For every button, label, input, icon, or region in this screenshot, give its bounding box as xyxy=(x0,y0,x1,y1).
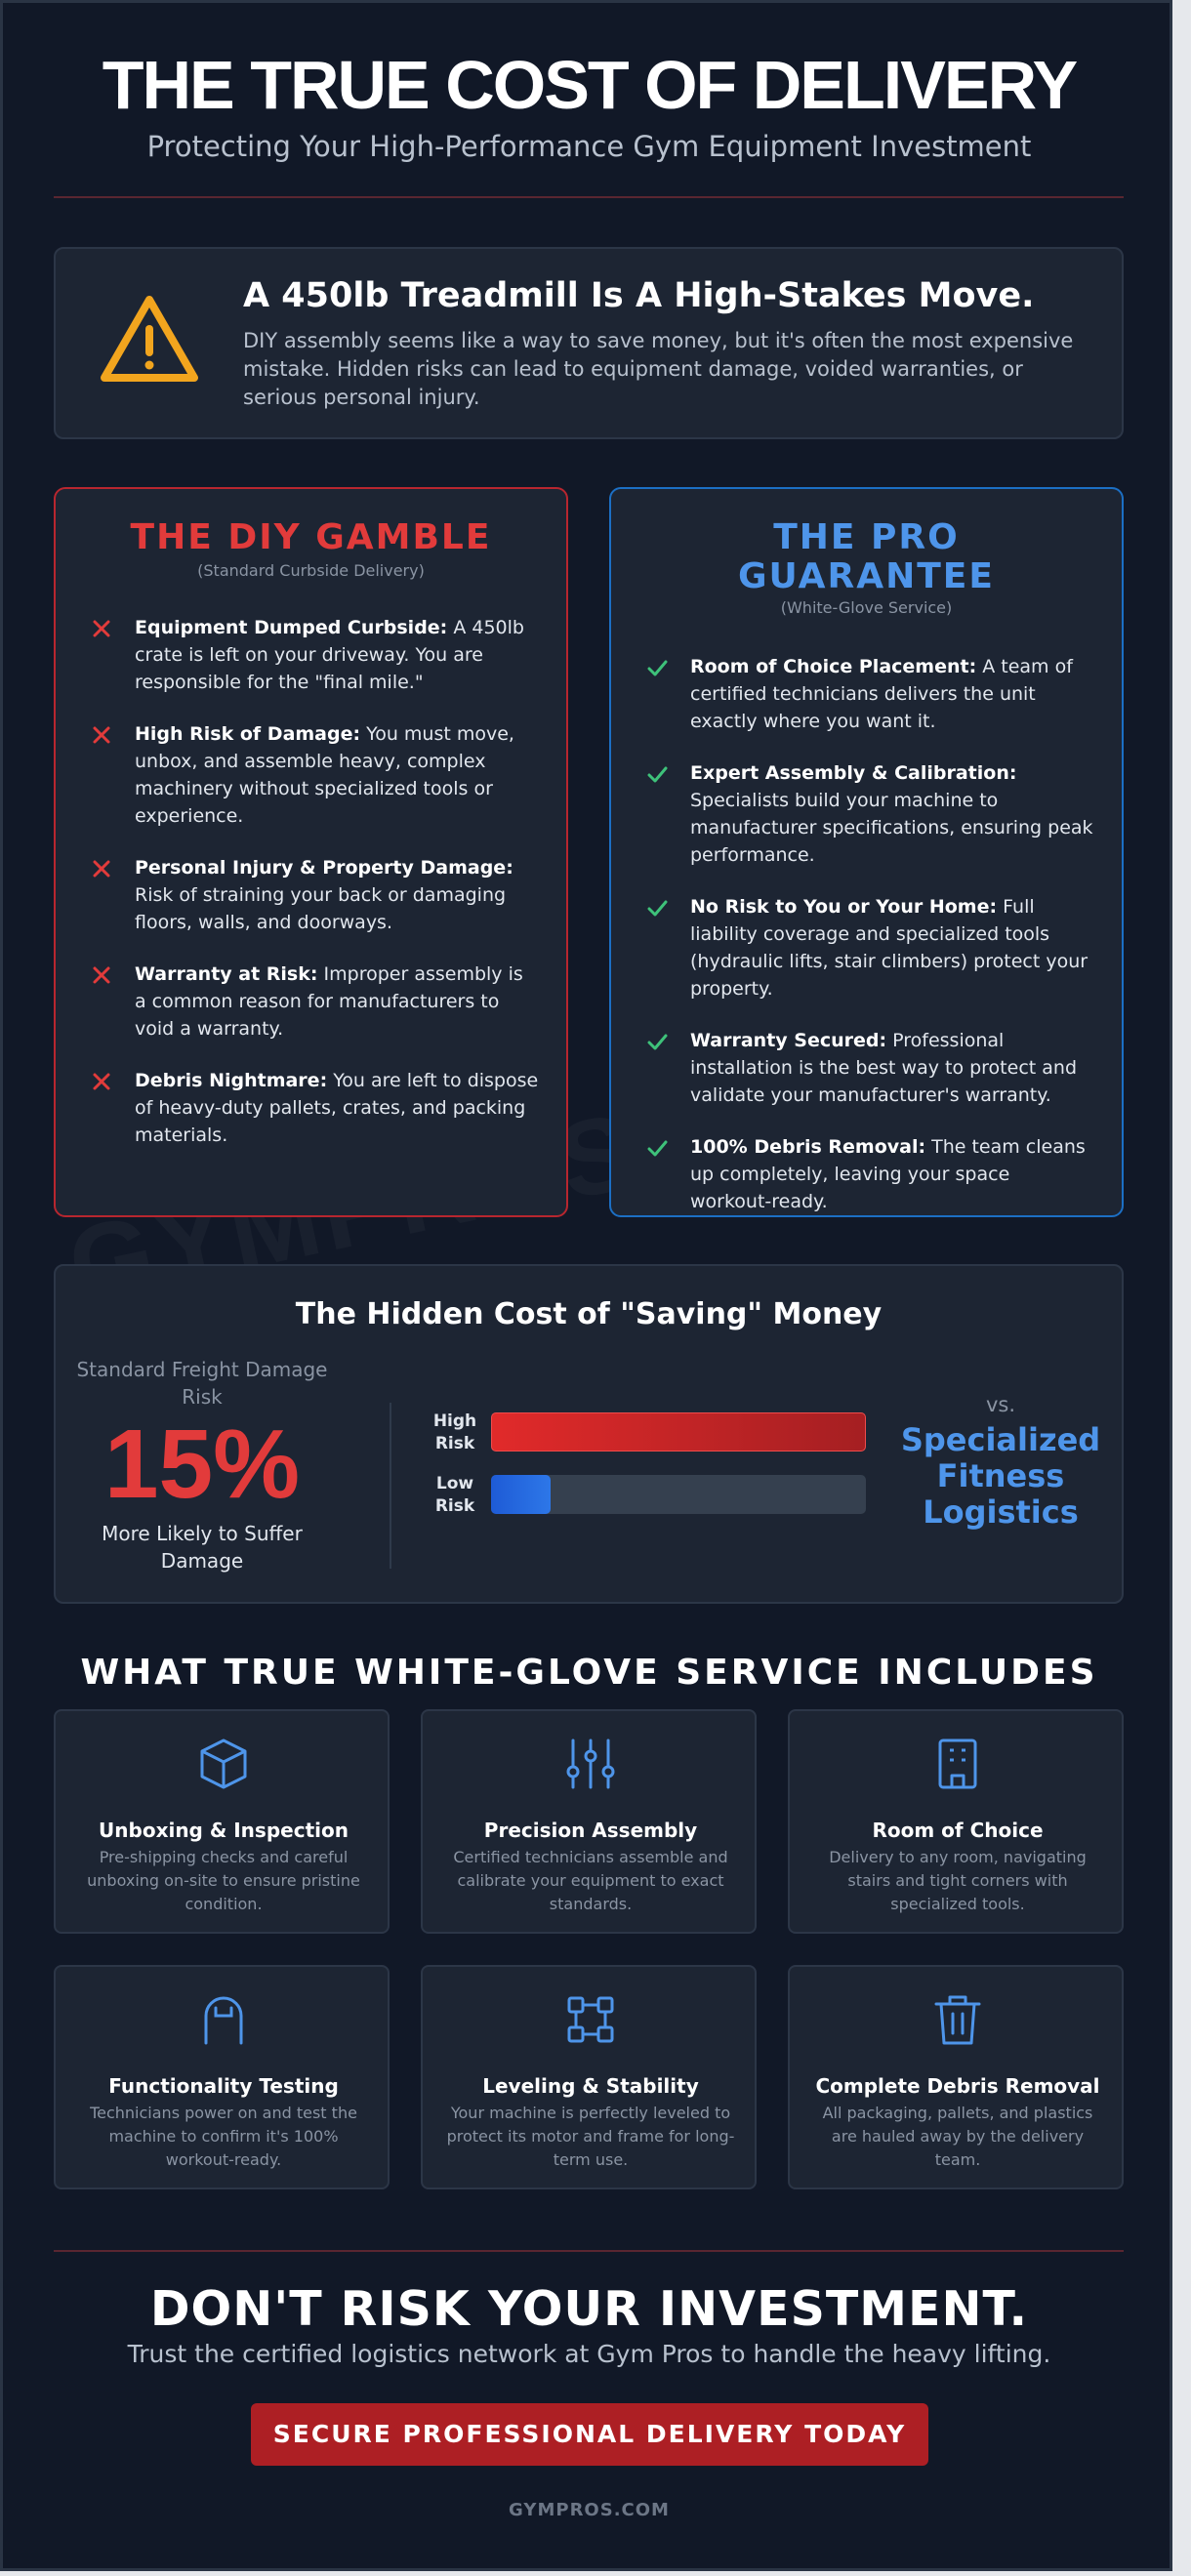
item-text: Improper assembly is a common reason for manufacturers to void a warranty. xyxy=(135,963,523,1040)
pro-benefit-item xyxy=(646,653,1095,735)
service-text: Certified technicians assemble and calibrate your equipment to exact standards. xyxy=(453,1848,728,1913)
specialized-logistics-label: Specialized Fitness Logistics xyxy=(900,1421,1101,1531)
diy-risk-item xyxy=(91,961,540,1043)
hidden-cost-title: The Hidden Cost of "Saving" Money xyxy=(295,1297,883,1331)
diy-risk-item xyxy=(91,720,540,830)
low-risk-bar-fill xyxy=(491,1475,551,1514)
footer-site-link[interactable]: GYMPROS.COM xyxy=(509,2500,670,2520)
diy-card-title: THE DIY GAMBLE xyxy=(130,517,492,557)
item-heading: Room of Choice Placement: xyxy=(690,656,977,677)
service-card-debris-removal xyxy=(788,1965,1124,2189)
building-icon xyxy=(932,1737,983,1791)
service-title: Unboxing & Inspection xyxy=(99,1819,349,1842)
cta-title: DON'T RISK YOUR INVESTMENT. xyxy=(149,2281,1029,2337)
pro-benefit-item xyxy=(646,1027,1095,1109)
low-risk-bar xyxy=(491,1475,866,1514)
item-text: Professional installation is the best way to protect and validate your manufacturer's warranty. xyxy=(690,1030,1078,1106)
pro-benefit-item xyxy=(646,893,1095,1002)
diy-gamble-card xyxy=(54,487,568,1217)
damage-risk-description: More Likely to Suffer Damage xyxy=(102,1522,303,1573)
service-text: Delivery to any room, navigating stairs and tight corners with specialized tools. xyxy=(829,1848,1087,1913)
pro-benefit-list xyxy=(646,653,1095,1240)
alert-title: A 450lb Treadmill Is A High-Stakes Move. xyxy=(243,276,1035,315)
item-text: A team of certified technicians delivers the unit exactly where you want it. xyxy=(690,656,1073,732)
item-heading: Personal Injury & Property Damage: xyxy=(135,857,513,879)
service-title: Precision Assembly xyxy=(483,1819,698,1842)
level-grid-icon xyxy=(565,1992,616,2047)
service-title: Complete Debris Removal xyxy=(815,2074,1100,2098)
service-card-unboxing xyxy=(54,1709,390,1934)
header-divider xyxy=(54,196,1124,198)
trash-icon xyxy=(932,1992,983,2047)
service-card-leveling xyxy=(421,1965,757,2189)
checkmark-icon xyxy=(646,1031,668,1052)
item-heading: Warranty Secured: xyxy=(690,1030,887,1051)
item-heading: 100% Debris Removal: xyxy=(690,1136,926,1158)
item-heading: High Risk of Damage: xyxy=(135,723,361,745)
pro-card-subtitle: (White-Glove Service) xyxy=(780,598,953,617)
diy-risk-list xyxy=(91,614,540,1173)
diy-risk-item xyxy=(91,614,540,696)
diy-risk-item xyxy=(91,1067,540,1149)
service-text: Your machine is perfectly leveled to protect its motor and frame for long-term use. xyxy=(446,2104,735,2169)
item-text: Risk of straining your back or damaging floors, walls, and doorways. xyxy=(135,884,507,933)
cta-divider xyxy=(54,2250,1124,2252)
item-heading: No Risk to You or Your Home: xyxy=(690,896,998,918)
damage-risk-label: Standard Freight Damage Risk xyxy=(76,1358,328,1409)
checkmark-icon xyxy=(646,657,668,678)
x-mark-icon xyxy=(91,964,112,986)
x-mark-icon xyxy=(91,618,112,639)
item-text: A 450lb crate is left on your driveway. You are responsible for the "final mile." xyxy=(135,617,524,693)
high-risk-bar xyxy=(491,1412,866,1452)
services-title: WHAT TRUE WHITE-GLOVE SERVICE INCLUDES xyxy=(80,1653,1098,1693)
alert-box xyxy=(54,247,1124,439)
item-heading: Debris Nightmare: xyxy=(135,1070,328,1091)
item-heading: Warranty at Risk: xyxy=(135,963,318,985)
box-icon xyxy=(198,1737,249,1791)
power-test-icon xyxy=(198,1992,249,2047)
x-mark-icon xyxy=(91,724,112,746)
high-risk-bar-fill xyxy=(491,1412,866,1452)
diy-risk-item xyxy=(91,854,540,936)
service-title: Functionality Testing xyxy=(108,2074,339,2098)
service-card-room-of-choice xyxy=(788,1709,1124,1934)
service-text: Pre-shipping checks and careful unboxing on-site to ensure pristine condition. xyxy=(87,1848,360,1913)
service-text: Technicians power on and test the machine to confirm it's 100% workout-ready. xyxy=(90,2104,357,2169)
item-text: Specialists build your machine to manufacturer specifications, ensuring peak performance. xyxy=(690,790,1093,866)
checkmark-icon xyxy=(646,897,668,919)
checkmark-icon xyxy=(646,763,668,785)
service-title: Room of Choice xyxy=(872,1819,1044,1842)
x-mark-icon xyxy=(91,858,112,879)
secure-delivery-button[interactable]: SECURE PROFESSIONAL DELIVERY TODAY xyxy=(251,2403,928,2466)
cost-divider xyxy=(390,1403,391,1569)
low-risk-label: Low Risk xyxy=(434,1474,475,1516)
item-heading: Expert Assembly & Calibration: xyxy=(690,762,1017,784)
x-mark-icon xyxy=(91,1071,112,1092)
item-text: You are left to dispose of heavy-duty pallets, crates, and packing materials. xyxy=(135,1070,539,1146)
pro-benefit-item xyxy=(646,759,1095,869)
warning-triangle-icon xyxy=(97,292,202,389)
pro-guarantee-card xyxy=(609,487,1124,1217)
page-subtitle: Protecting Your High-Performance Gym Equipment Investment xyxy=(146,130,1032,163)
item-text: The team cleans up completely, leaving your space workout-ready. xyxy=(690,1136,1086,1212)
pro-card-title: THE PRO GUARANTEE xyxy=(738,517,995,596)
checkmark-icon xyxy=(646,1137,668,1159)
item-heading: Equipment Dumped Curbside: xyxy=(135,617,448,638)
pro-benefit-item xyxy=(646,1133,1095,1215)
high-risk-label: High Risk xyxy=(432,1411,477,1453)
damage-risk-percent: 15% xyxy=(103,1410,301,1519)
diy-card-subtitle: (Standard Curbside Delivery) xyxy=(197,561,425,580)
page-title: THE TRUE COST OF DELIVERY xyxy=(102,47,1077,123)
item-text: Full liability coverage and specialized tools (hydraulic lifts, stair climbers) protect your property. xyxy=(690,896,1088,1000)
hidden-cost-panel xyxy=(54,1264,1124,1604)
alert-text: DIY assembly seems like a way to save money, but it's often the most expensive mistake. Hidden risks can lead to equipment damage, voided warranties, or serious personal injury. xyxy=(243,329,1074,409)
versus-label: vs. xyxy=(985,1393,1016,1416)
service-card-assembly xyxy=(421,1709,757,1934)
service-title: Leveling & Stability xyxy=(482,2074,699,2098)
sliders-icon xyxy=(565,1737,616,1791)
item-text: You must move, unbox, and assemble heavy, complex machinery without specialized tools or experience. xyxy=(135,723,514,827)
cta-subtitle: Trust the certified logistics network at Gym Pros to handle the heavy lifting. xyxy=(127,2340,1051,2368)
service-text: All packaging, pallets, and plastics are hauled away by the delivery team. xyxy=(822,2104,1093,2169)
service-card-testing xyxy=(54,1965,390,2189)
